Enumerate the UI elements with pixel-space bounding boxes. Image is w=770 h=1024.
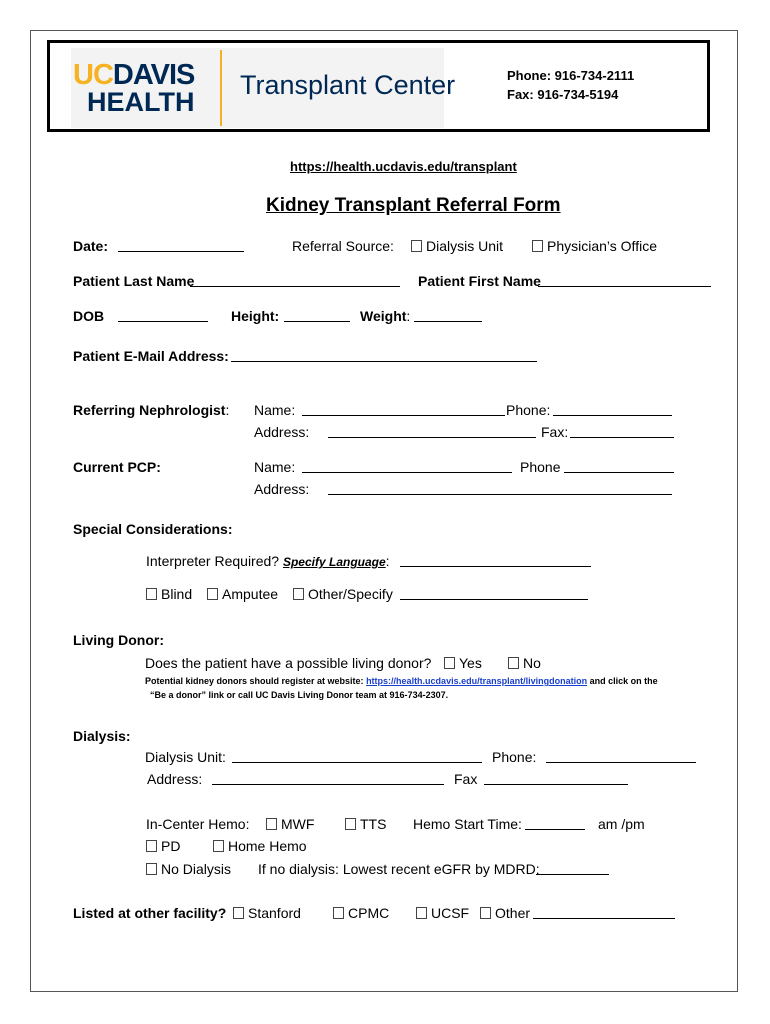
option-stanford[interactable]: Stanford (233, 904, 301, 922)
am-pm-label: am /pm (598, 816, 645, 832)
nephrologist-fax-field[interactable] (570, 424, 674, 438)
email-label: Patient E-Mail Address: (73, 348, 229, 364)
date-field[interactable] (118, 238, 244, 252)
pcp-label: Current PCP: (73, 459, 161, 475)
living-donation-link[interactable]: https://health.ucdavis.edu/transplant/livingdonation (366, 676, 588, 686)
pcp-phone-field[interactable] (564, 459, 674, 473)
nephrologist-phone-field[interactable] (553, 402, 672, 416)
fax-number: Fax: 916-734-5194 (507, 87, 619, 102)
option-no-dialysis[interactable]: No Dialysis (146, 860, 231, 878)
logo-health: HEALTH (87, 87, 195, 117)
checkbox[interactable] (266, 818, 277, 830)
last-name-field[interactable] (190, 273, 400, 287)
form-title: Kidney Transplant Referral Form (266, 195, 561, 216)
dob-label: DOB (73, 308, 105, 324)
dialysis-fax-field[interactable] (484, 771, 628, 785)
donor-note-line1: Potential kidney donors should register at website: https://health.ucdavis.edu/transplant/livingdonation and click on the (145, 676, 658, 686)
nephrologist-label: Referring Nephrologist: (73, 402, 230, 418)
nephrologist-phone-label: Phone: (506, 402, 551, 418)
phone-number: Phone: 916-734-2111 (507, 68, 635, 83)
living-donor-label: Living Donor: (73, 632, 164, 648)
nephrologist-address-field[interactable] (328, 424, 536, 438)
checkbox[interactable] (146, 863, 157, 875)
date-label: Date: (73, 238, 109, 254)
email-field[interactable] (231, 348, 537, 362)
checkbox[interactable] (480, 907, 491, 919)
egfr-label: If no dialysis: Lowest recent eGFR by MDRD: (258, 861, 540, 877)
nephrologist-address-label: Address: (254, 424, 310, 440)
checkbox[interactable] (416, 907, 427, 919)
other-specify-field[interactable] (400, 586, 588, 600)
dialysis-fax-label: Fax (454, 771, 478, 787)
option-amputee[interactable]: Amputee (207, 585, 278, 603)
checkbox[interactable] (293, 588, 304, 600)
weight-field[interactable] (414, 308, 482, 322)
pcp-address-field[interactable] (328, 481, 672, 495)
option-tts[interactable]: TTS (345, 815, 386, 833)
living-donor-question: Does the patient have a possible living donor? (145, 655, 432, 671)
center-name: Transplant Center (240, 70, 456, 100)
option-dialysis-unit[interactable]: Dialysis Unit (411, 237, 503, 255)
dialysis-unit-label: Dialysis Unit: (145, 749, 226, 765)
checkbox[interactable] (146, 840, 157, 852)
checkbox[interactable] (213, 840, 224, 852)
checkbox[interactable] (444, 657, 455, 669)
dialysis-unit-field[interactable] (232, 749, 482, 763)
egfr-field[interactable] (536, 861, 609, 875)
other-facility-field[interactable] (533, 905, 675, 919)
hemo-start-label: Hemo Start Time: (413, 816, 522, 832)
interpreter-label: Interpreter Required? Specify Language: (146, 553, 390, 569)
nephrologist-name-field[interactable] (302, 402, 505, 416)
option-cpmc[interactable]: CPMC (333, 904, 389, 922)
pcp-name-field[interactable] (302, 459, 512, 473)
height-field[interactable] (284, 308, 350, 322)
checkbox[interactable] (333, 907, 344, 919)
pcp-phone-label: Phone (520, 459, 561, 475)
option-other-facility[interactable]: Other (480, 904, 530, 922)
pcp-address-label: Address: (254, 481, 310, 497)
option-ucsf[interactable]: UCSF (416, 904, 469, 922)
dialysis-label: Dialysis: (73, 728, 131, 744)
option-home-hemo[interactable]: Home Hemo (213, 837, 307, 855)
referral-source-label: Referral Source: (292, 238, 394, 254)
dialysis-phone-label: Phone: (492, 749, 537, 765)
language-field[interactable] (400, 553, 591, 567)
option-blind[interactable]: Blind (146, 585, 192, 603)
special-label: Special Considerations: (73, 521, 233, 537)
donor-note-line2: “Be a donor” link or call UC Davis Living Donor team at 916-734-2307. (150, 690, 449, 700)
option-no[interactable]: No (508, 654, 541, 672)
checkbox[interactable] (146, 588, 157, 600)
option-physician-office[interactable]: Physician’s Office (532, 237, 657, 255)
option-yes[interactable]: Yes (444, 654, 482, 672)
contact-info (507, 66, 634, 104)
height-label: Height: (231, 308, 280, 324)
dob-field[interactable] (118, 308, 208, 322)
checkbox[interactable] (207, 588, 218, 600)
first-name-field[interactable] (538, 273, 711, 287)
option-pd[interactable]: PD (146, 837, 180, 855)
dialysis-address-label: Address: (147, 771, 203, 787)
listed-label: Listed at other facility? (73, 905, 227, 921)
checkbox[interactable] (233, 907, 244, 919)
logo-ucdavis: UCDAVIS (73, 59, 195, 91)
weight-label: Weight: (360, 308, 411, 324)
option-other-specify[interactable]: Other/Specify (293, 585, 393, 603)
checkbox[interactable] (345, 818, 356, 830)
nephrologist-fax-label: Fax: (541, 424, 569, 440)
checkbox[interactable] (532, 240, 543, 252)
pcp-name-label: Name: (254, 459, 296, 475)
checkbox[interactable] (508, 657, 519, 669)
dialysis-phone-field[interactable] (546, 749, 696, 763)
checkbox[interactable] (411, 240, 422, 252)
hemo-start-field[interactable] (525, 816, 585, 830)
website-link[interactable]: https://health.ucdavis.edu/transplant (290, 159, 517, 174)
option-mwf[interactable]: MWF (266, 815, 314, 833)
logo-divider (220, 50, 222, 126)
nephrologist-name-label: Name: (254, 402, 296, 418)
dialysis-address-field[interactable] (212, 771, 444, 785)
last-name-label: Patient Last Name (73, 273, 195, 289)
first-name-label: Patient First Name (418, 273, 541, 289)
in-center-hemo-label: In-Center Hemo: (146, 816, 250, 832)
